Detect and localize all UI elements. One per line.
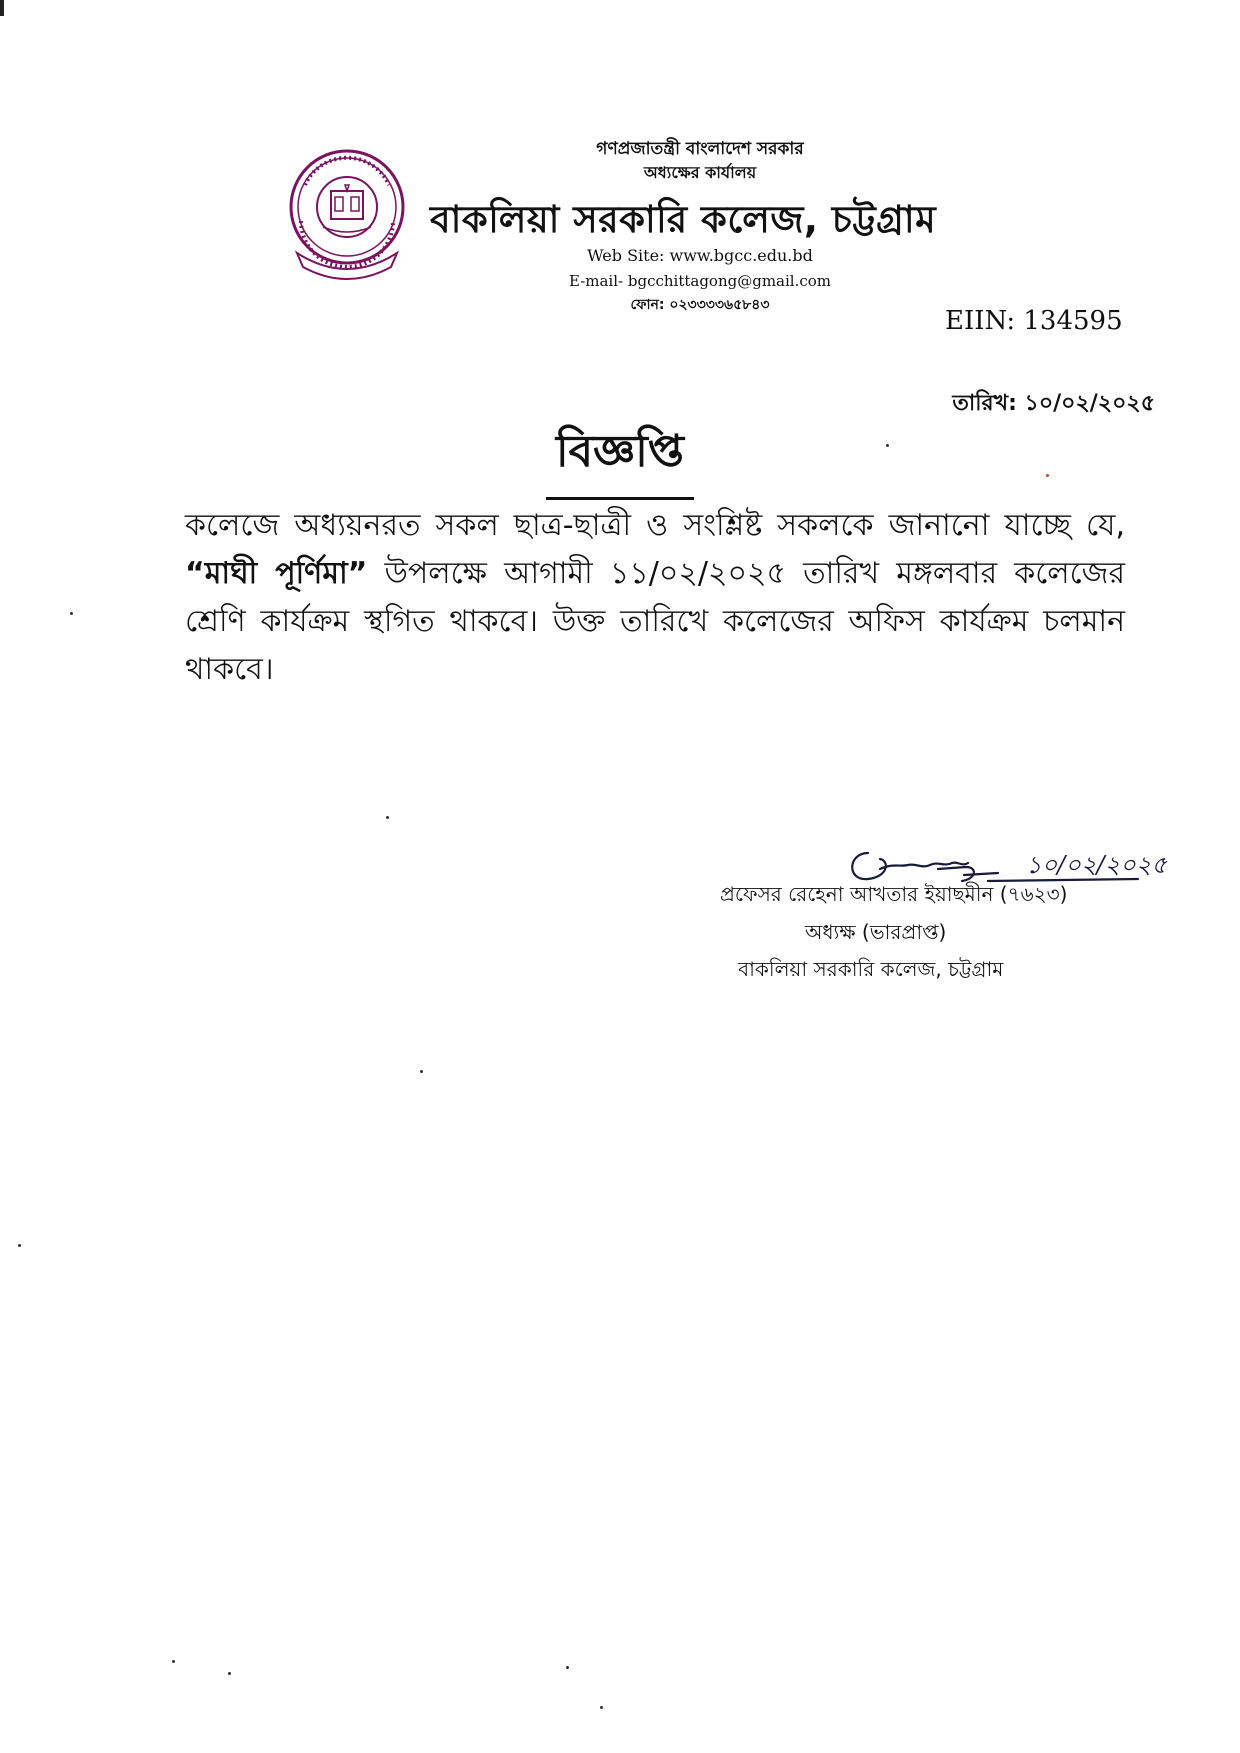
college-seal-logo — [283, 145, 411, 285]
eiin-number: EIIN: 134595 — [945, 306, 1123, 336]
website-line: Web Site: www.bgcc.edu.bd — [587, 246, 813, 265]
government-line: গণপ্রজাতন্ত্রী বাংলাদেশ সরকার — [596, 139, 804, 159]
notice-title-wrap — [0, 418, 1240, 500]
notice-body — [185, 502, 1125, 694]
college-name: বাকলিয়া সরকারি কলেজ, চট্টগ্রাম — [430, 198, 937, 241]
handwritten-date: ১০/০২/২০২৫ — [1026, 851, 1167, 879]
scan-speck — [172, 1660, 175, 1663]
scan-speck — [420, 1070, 423, 1073]
scan-speck — [566, 1666, 569, 1669]
body-line-2 — [185, 550, 1125, 598]
body-line-4: থাকবে। — [185, 652, 274, 687]
office-line: অধ্যক্ষের কার্যালয় — [643, 163, 757, 182]
notice-title: বিজ্ঞপ্তি — [546, 418, 694, 500]
scan-speck — [18, 1244, 21, 1247]
signatory-designation: অধ্যক্ষ (ভারপ্রাপ্ত) — [805, 920, 947, 944]
scan-speck — [386, 816, 389, 819]
body-line-1: কলেজে অধ্যয়নরত সকল ছাত্র-ছাত্রী ও সংশ্লিষ্ট সকলকে জানানো যাচ্ছে যে, — [185, 508, 1125, 543]
highlight-text: “মাঘী পূর্ণিমা” — [185, 556, 368, 591]
scan-speck — [228, 1672, 231, 1675]
email-line: E-mail- bgcchittagong@gmail.com — [568, 272, 832, 290]
scan-speck — [1046, 474, 1049, 477]
signatory-name: প্রফেসর রেহেনা আখতার ইয়াছমীন (৭৬২৩) — [720, 882, 1068, 906]
body-line-2-text: উপলক্ষে আগামী ১১/০২/২০২৫ তারিখ মঙ্গলবার কলেজের — [384, 556, 1125, 591]
signatory-organization: বাকলিয়া সরকারি কলেজ, চট্টগ্রাম — [738, 957, 1004, 981]
scan-speck — [70, 612, 73, 615]
scan-corner-mark — [0, 0, 4, 16]
body-line-3: শ্রেণি কার্যক্রম স্থগিত থাকবে। উক্ত তারিখে কলেজের অফিস কার্যক্রম চলমান — [185, 604, 1125, 639]
scan-speck — [886, 444, 889, 447]
notice-date: তারিখ: ১০/০২/২০২৫ — [952, 391, 1155, 416]
phone-line: ফোন: ০২৩৩৩৩৬৫৮৪৩ — [630, 297, 770, 313]
scan-speck — [600, 1706, 603, 1709]
